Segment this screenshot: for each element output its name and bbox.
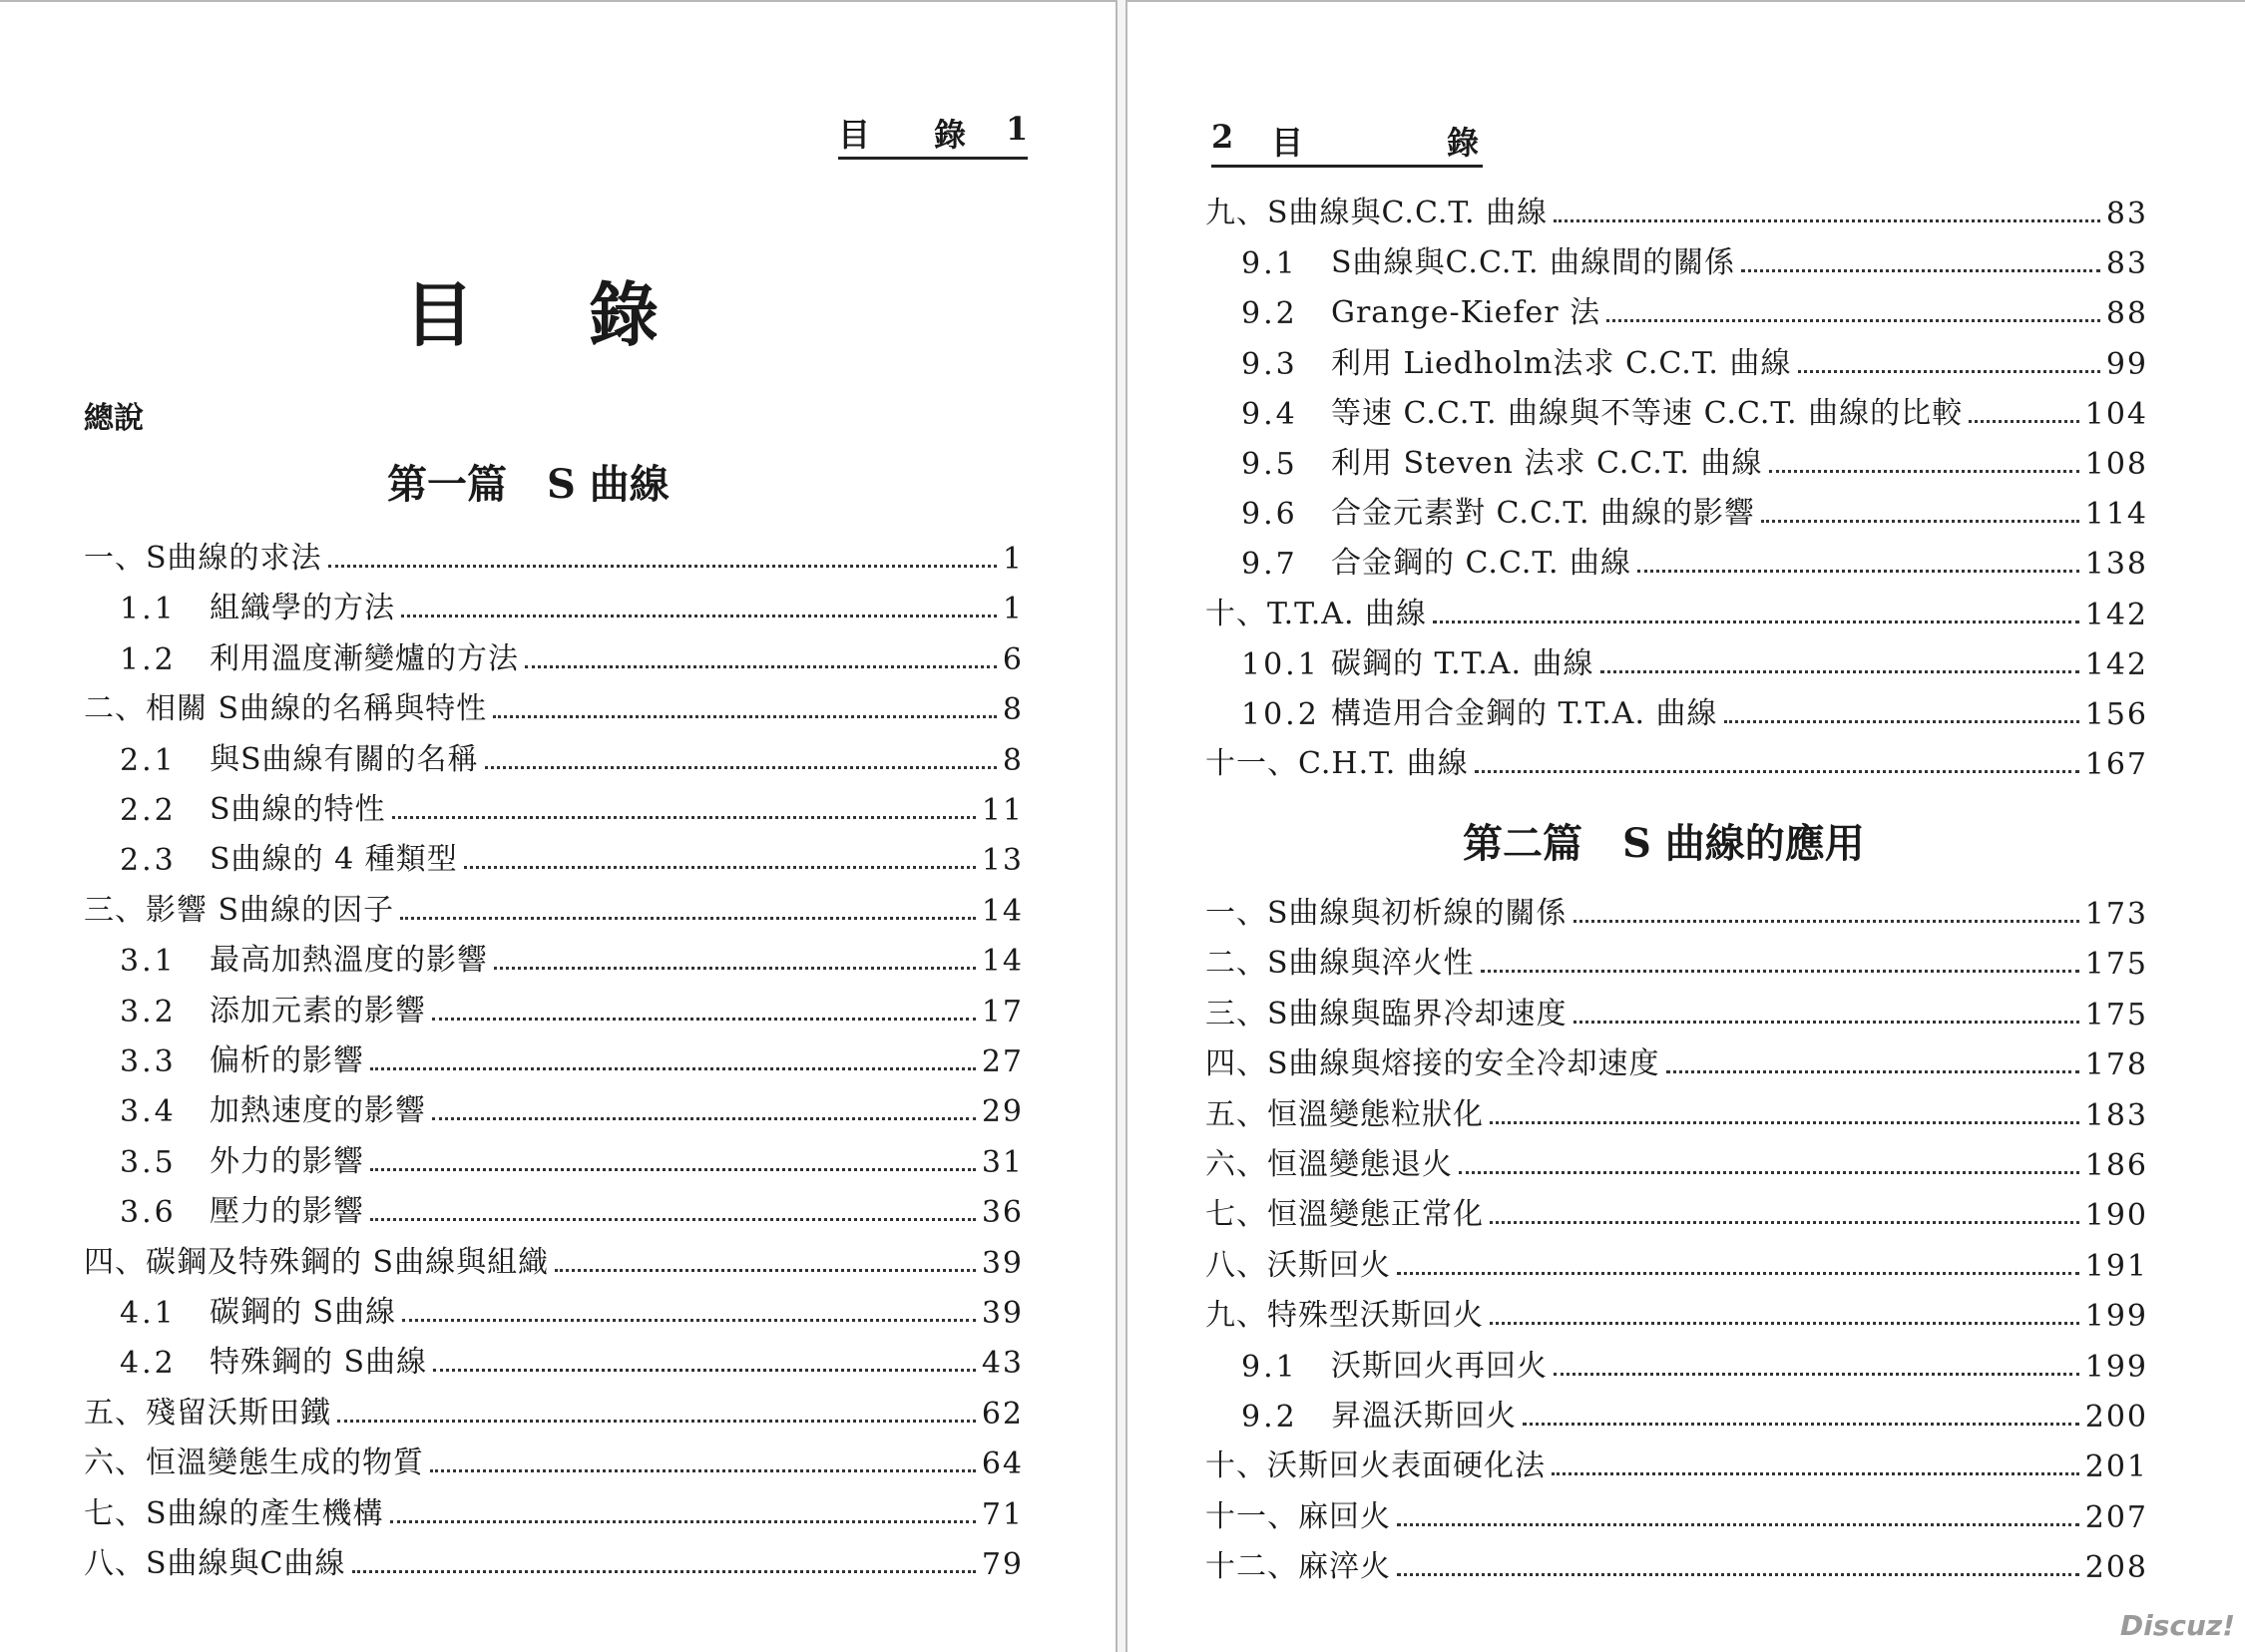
running-head-word1: 目 (1271, 124, 1306, 162)
toc-dot-leader (1397, 1523, 2079, 1526)
toc-entry-page: 64 (981, 1446, 1024, 1482)
toc-entry (1205, 1391, 2148, 1435)
toc-entry-title: 壓力的影響 (210, 1194, 364, 1230)
toc-entry-title: 利用 Liedholm法求 C.C.T. 曲線 (1331, 345, 1792, 381)
toc-entry-title: 合金元素對 C.C.T. 曲線的影響 (1331, 496, 1756, 532)
toc-dot-leader (1969, 420, 2079, 423)
toc-entry (84, 1085, 1024, 1129)
toc-entry-title: S曲線的 4 種類型 (210, 842, 458, 878)
toc-entry-page: 27 (981, 1044, 1024, 1079)
toc-entry (84, 1136, 1024, 1180)
toc-entry (84, 1388, 1024, 1432)
toc-entry-title: 十一、麻回火 (1205, 1498, 1391, 1534)
toc-entry-number: 9.5 (1241, 447, 1298, 482)
toc-entry (1205, 237, 2148, 281)
toc-dot-leader (1490, 1221, 2079, 1224)
toc-dot-leader (370, 1218, 976, 1221)
toc-entry-page: 201 (2084, 1449, 2148, 1485)
toc-entry-title: 八、沃斯回火 (1205, 1247, 1391, 1283)
toc-left (84, 533, 1024, 1590)
toc-entry-page: 104 (2084, 396, 2148, 432)
toc-entry (1205, 338, 2148, 382)
toc-entry-page: 88 (2105, 296, 2148, 332)
toc-dot-leader (1769, 470, 2079, 473)
toc-entry-title: 三、S曲線與臨界冷却速度 (1205, 996, 1568, 1032)
toc-entry-title: 碳鋼的 T.T.A. 曲線 (1331, 645, 1594, 681)
toc-dot-leader (1761, 520, 2079, 523)
toc-entry-number: 4.2 (120, 1346, 177, 1382)
toc-entry (1205, 589, 2148, 632)
toc-entry-title: 等速 C.C.T. 曲線與不等速 C.C.T. 曲線的比較 (1331, 395, 1964, 431)
toc-entry-number: 9.2 (1241, 1400, 1298, 1435)
toc-entry-title: 外力的影響 (210, 1143, 364, 1179)
toc-dot-leader (525, 665, 997, 668)
toc-entry-page: 190 (2084, 1198, 2148, 1234)
toc-entry-page: 200 (2084, 1400, 2148, 1435)
toc-entry-page: 191 (2084, 1248, 2148, 1284)
toc-entry-page: 207 (2084, 1499, 2148, 1535)
toc-entry-page: 14 (981, 893, 1024, 929)
toc-entry-page: 62 (981, 1396, 1024, 1432)
toc-entry (84, 986, 1024, 1030)
toc-entry-title: 十一、C.H.T. 曲線 (1205, 746, 1469, 782)
toc-entry (84, 533, 1024, 577)
toc-dot-leader (485, 766, 997, 769)
toc-entry-page: 167 (2084, 747, 2148, 783)
toc-entry-page: 6 (1002, 641, 1024, 677)
running-head-word1: 目 (838, 116, 873, 154)
toc-entry (84, 734, 1024, 778)
toc-entry (1205, 738, 2148, 782)
toc-entry-page: 138 (2084, 547, 2148, 583)
toc-entry-title: 碳鋼的 S曲線 (210, 1295, 397, 1330)
toc-entry-page: 142 (2084, 646, 2148, 682)
toc-entry (1205, 1089, 2148, 1133)
toc-entry-title: 六、恒溫變態生成的物質 (84, 1446, 424, 1481)
toc-entry (84, 633, 1024, 677)
toc-entry-number: 9.7 (1241, 547, 1298, 583)
toc-entry (84, 885, 1024, 929)
toc-dot-leader (432, 1117, 976, 1120)
toc-entry-number: 3.3 (120, 1044, 177, 1079)
toc-entry (1205, 287, 2148, 331)
toc-entry-title: 利用 Steven 法求 C.C.T. 曲線 (1331, 446, 1763, 481)
toc-entry-number: 9.3 (1241, 346, 1298, 382)
toc-entry-title: 昇溫沃斯回火 (1331, 1399, 1517, 1434)
toc-entry (84, 1287, 1024, 1331)
toc-entry-number: 3.2 (120, 994, 177, 1030)
page-gutter (1118, 0, 1125, 1652)
toc-entry-page: 8 (1002, 692, 1024, 728)
toc-entry-page: 14 (981, 944, 1024, 980)
toc-entry-title: 八、S曲線與C曲線 (84, 1546, 346, 1581)
toc-entry-page: 142 (2084, 597, 2148, 632)
page-title-char-1: 目 (404, 273, 474, 356)
toc-entry (1205, 188, 2148, 231)
toc-entry (84, 1237, 1024, 1281)
toc-entry-page: 199 (2084, 1349, 2148, 1385)
toc-entry-number: 3.4 (120, 1094, 177, 1130)
toc-entry (1205, 538, 2148, 582)
toc-dot-leader (1523, 1423, 2079, 1426)
toc-entry-title: Grange-Kiefer 法 (1331, 295, 1601, 331)
toc-entry (1205, 1541, 2148, 1585)
toc-entry-number: 3.6 (120, 1195, 177, 1231)
toc-dot-leader (1459, 1171, 2079, 1174)
toc-entry-number: 4.1 (120, 1296, 177, 1331)
toc-entry (84, 1337, 1024, 1381)
running-head-left (838, 110, 1031, 154)
toc-dot-leader (1433, 620, 2079, 623)
part-heading-1: 第一篇 S 曲線 (387, 461, 670, 508)
toc-dot-leader (1741, 269, 2100, 272)
running-head-word2: 錄 (1447, 124, 1482, 162)
toc-entry-page: 175 (2084, 947, 2148, 983)
toc-entry-page: 39 (981, 1245, 1024, 1281)
toc-entry (1205, 1189, 2148, 1233)
toc-dot-leader (337, 1420, 976, 1423)
toc-dot-leader (1490, 1322, 2079, 1325)
toc-entry-title: 九、S曲線與C.C.T. 曲線 (1205, 196, 1549, 230)
toc-entry-page: 36 (981, 1195, 1024, 1231)
toc-dot-leader (493, 715, 997, 718)
right-page (1125, 0, 2245, 1652)
toc-entry-page: 83 (2105, 246, 2148, 282)
toc-entry (1205, 888, 2148, 932)
toc-entry-title: 九、特殊型沃斯回火 (1205, 1298, 1484, 1334)
toc-entry (1205, 688, 2148, 732)
toc-entry (84, 1035, 1024, 1079)
toc-entry (1205, 1491, 2148, 1535)
toc-entry-page: 183 (2084, 1097, 2148, 1133)
toc-entry-title: 利用溫度漸變爐的方法 (210, 640, 519, 676)
toc-dot-leader (1397, 1272, 2079, 1275)
toc-entry (1205, 1290, 2148, 1334)
toc-entry-number: 1.1 (120, 592, 177, 627)
toc-entry-page: 71 (981, 1496, 1024, 1532)
toc-entry-page: 114 (2084, 497, 2148, 533)
toc-entry-title: 四、碳鋼及特殊鋼的 S曲線與組織 (84, 1244, 550, 1280)
toc-entry-page: 175 (2084, 997, 2148, 1032)
toc-dot-leader (1554, 1373, 2079, 1376)
toc-entry (1205, 388, 2148, 432)
toc-dot-leader (1481, 970, 2079, 973)
toc-entry (1205, 438, 2148, 482)
toc-entry-number: 9.1 (1241, 1349, 1298, 1385)
toc-entry-number: 2.2 (120, 793, 177, 828)
toc-right-lower (1205, 888, 2148, 1606)
toc-dot-leader (1724, 720, 2079, 723)
toc-dot-leader (1554, 219, 2100, 222)
toc-entry (1205, 989, 2148, 1032)
toc-dot-leader (1573, 920, 2079, 923)
toc-entry-title: 四、S曲線與熔接的安全冷却速度 (1205, 1046, 1660, 1082)
toc-entry (1205, 638, 2148, 682)
toc-entry-page: 208 (2084, 1550, 2148, 1586)
toc-dot-leader (1490, 1121, 2079, 1124)
toc-entry-page: 17 (981, 994, 1024, 1030)
toc-entry-title: 十二、麻淬火 (1205, 1549, 1391, 1585)
toc-entry (1205, 1441, 2148, 1484)
toc-entry-page: 13 (981, 843, 1024, 879)
toc-entry-title: 與S曲線有關的名稱 (210, 741, 479, 777)
toc-entry-page: 1 (1002, 542, 1024, 577)
toc-entry (84, 683, 1024, 727)
toc-entry-title: 一、S曲線與初析線的關係 (1205, 896, 1568, 931)
toc-dot-leader (1606, 319, 2100, 322)
toc-entry-title: 沃斯回火再回火 (1331, 1348, 1548, 1384)
toc-entry-title: 七、恒溫變態正常化 (1205, 1197, 1484, 1233)
running-head-right (1211, 118, 1483, 162)
toc-dot-leader (430, 1469, 976, 1472)
toc-dot-leader (432, 1018, 976, 1021)
toc-entry-page: 156 (2084, 697, 2148, 732)
running-head-rule (838, 157, 1028, 160)
toc-entry (1205, 1139, 2148, 1183)
intro-label: 總說 (84, 401, 144, 436)
toc-entry (84, 1186, 1024, 1230)
part-heading-2: 第二篇 S 曲線的應用 (1463, 820, 1865, 867)
toc-entry-page: 11 (981, 793, 1024, 828)
toc-entry (84, 935, 1024, 979)
toc-entry-page: 83 (2105, 197, 2148, 231)
toc-entry-title: 偏析的影響 (210, 1043, 364, 1078)
toc-entry-page: 39 (981, 1296, 1024, 1331)
toc-entry-page: 199 (2084, 1299, 2148, 1335)
toc-dot-leader (1637, 570, 2079, 573)
toc-entry-number: 10.1 (1241, 646, 1320, 682)
toc-entry-title: 六、恒溫變態退火 (1205, 1147, 1453, 1182)
running-head-word2: 錄 (934, 116, 969, 154)
toc-entry (1205, 1341, 2148, 1385)
toc-entry-number: 9.1 (1241, 246, 1298, 282)
toc-entry-title: 二、相關 S曲線的名稱與特性 (84, 691, 488, 727)
toc-entry (1205, 1038, 2148, 1082)
toc-entry-title: 二、S曲線與淬火性 (1205, 946, 1475, 982)
toc-entry-page: 8 (1002, 742, 1024, 778)
toc-dot-leader (494, 967, 976, 970)
toc-dot-leader (1666, 1070, 2079, 1073)
toc-entry-title: 七、S曲線的產生機構 (84, 1495, 384, 1531)
toc-dot-leader (401, 615, 997, 618)
toc-entry-title: 加熱速度的影響 (210, 1093, 426, 1129)
toc-entry (84, 1438, 1024, 1481)
toc-dot-leader (555, 1269, 976, 1272)
running-head-page-number: 1 (1006, 110, 1031, 148)
toc-entry-page: 31 (981, 1144, 1024, 1180)
toc-entry (84, 784, 1024, 828)
toc-entry-number: 9.2 (1241, 296, 1298, 332)
toc-dot-leader (402, 1319, 976, 1322)
toc-entry-number: 2.3 (120, 843, 177, 879)
toc-entry-title: 構造用合金鋼的 T.T.A. 曲線 (1331, 696, 1718, 731)
toc-entry-title: 三、影響 S曲線的因子 (84, 892, 395, 928)
running-head-page-number: 2 (1211, 118, 1236, 156)
toc-entry (1205, 488, 2148, 532)
toc-entry-number: 10.2 (1241, 697, 1320, 732)
toc-entry-page: 79 (981, 1547, 1024, 1582)
toc-entry-title: S曲線的特性 (210, 792, 386, 827)
toc-entry (84, 834, 1024, 878)
toc-dot-leader (390, 1520, 976, 1523)
toc-entry-number: 2.1 (120, 742, 177, 778)
toc-entry-number: 9.6 (1241, 497, 1298, 533)
toc-entry (84, 583, 1024, 626)
toc-entry-number: 9.4 (1241, 396, 1298, 432)
toc-entry-page: 173 (2084, 897, 2148, 932)
toc-entry-title: 五、殘留沃斯田鐵 (84, 1395, 331, 1431)
toc-dot-leader (370, 1168, 976, 1171)
toc-dot-leader (433, 1369, 976, 1372)
toc-dot-leader (328, 565, 997, 568)
toc-dot-leader (1798, 370, 2100, 373)
running-head-rule (1211, 165, 1483, 168)
toc-dot-leader (1552, 1472, 2079, 1475)
toc-entry-title: 五、恒溫變態粒狀化 (1205, 1096, 1484, 1132)
toc-entry-page: 108 (2084, 447, 2148, 482)
toc-dot-leader (400, 917, 976, 920)
toc-entry-page: 43 (981, 1346, 1024, 1382)
toc-entry (84, 1538, 1024, 1582)
toc-dot-leader (1397, 1573, 2079, 1576)
toc-dot-leader (1573, 1021, 2079, 1024)
toc-entry-number: 1.2 (120, 641, 177, 677)
toc-entry-page: 186 (2084, 1148, 2148, 1183)
toc-entry (84, 1488, 1024, 1532)
toc-entry (1205, 1240, 2148, 1284)
toc-entry-title: 添加元素的影響 (210, 993, 426, 1029)
toc-entry-number: 3.1 (120, 944, 177, 980)
toc-entry-page: 99 (2105, 346, 2148, 382)
toc-entry-page: 29 (981, 1094, 1024, 1130)
toc-entry-title: S曲線與C.C.T. 曲線間的關係 (1331, 245, 1736, 281)
toc-dot-leader (370, 1067, 976, 1070)
toc-entry-title: 最高加熱溫度的影響 (210, 943, 488, 979)
toc-entry-title: 十、T.T.A. 曲線 (1205, 596, 1428, 631)
toc-right-upper (1205, 188, 2148, 786)
watermark: Discuz! (2119, 1609, 2235, 1642)
toc-entry-page: 1 (1002, 592, 1024, 627)
toc-dot-leader (1475, 770, 2079, 773)
toc-entry-title: 組織學的方法 (210, 591, 395, 626)
toc-entry-title: 合金鋼的 C.C.T. 曲線 (1331, 546, 1632, 582)
toc-entry-page: 178 (2084, 1047, 2148, 1083)
toc-entry-title: 十、沃斯回火表面硬化法 (1205, 1448, 1546, 1484)
left-page (0, 0, 1118, 1652)
toc-dot-leader (392, 816, 976, 819)
toc-dot-leader (352, 1570, 976, 1573)
toc-entry-number: 3.5 (120, 1144, 177, 1180)
toc-entry (1205, 938, 2148, 982)
toc-entry-title: 特殊鋼的 S曲線 (210, 1345, 428, 1381)
toc-entry-title: 一、S曲線的求法 (84, 541, 322, 576)
toc-dot-leader (464, 866, 976, 869)
page-title-char-2: 錄 (589, 273, 659, 356)
toc-dot-leader (1600, 670, 2079, 673)
